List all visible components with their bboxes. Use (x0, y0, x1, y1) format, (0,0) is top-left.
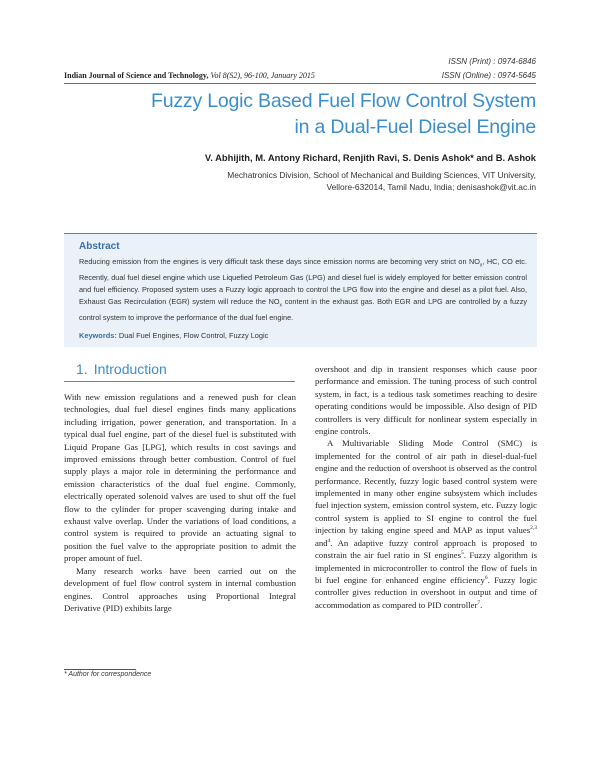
citation: 2,3 (530, 525, 537, 532)
author-list: V. Abhijith, M. Antony Richard, Renjith Ravi, S. Denis Ashok* and B. Ashok (204, 152, 536, 163)
paper-title-line-2: in a Dual-Fuel Diesel Engine (294, 116, 536, 138)
keywords-list: Dual Fuel Engines, Flow Control, Fuzzy Logic (116, 331, 269, 340)
journal-name: Indian Journal of Science and Technology, (64, 71, 209, 80)
keywords-label: Keywords: (79, 331, 117, 340)
paper-title-line-1: Fuzzy Logic Based Fuel Flow Control System (151, 90, 536, 112)
keywords (79, 331, 268, 340)
right-column (315, 363, 537, 611)
issn-print: ISSN (Print) : 0974-6846 (448, 57, 536, 66)
paragraph: Many research works have been carried out on the development of fuel flow control system in internal combustion engines. Control approaches using Proportional Integral Derivative (PID) exhibits large (64, 565, 296, 613)
abstract-heading: Abstract (79, 241, 120, 252)
citation: 5 (461, 550, 464, 557)
section-number: 1. (76, 361, 88, 377)
journal-citation (64, 71, 315, 80)
citation: 4 (327, 537, 331, 544)
left-column (64, 391, 296, 614)
paragraph: overshoot and dip in transient responses which cause poor performance and emission. The tuning process of such control system, in fact, is a tedious task sometimes reaching to desire operating conditions would be impossible. Also design of PID controllers is very difficult for nonlinear system especially in engine controls. (315, 364, 537, 437)
abstract-text: Reducing emission from the engines is very difficult task these days since emission norms are becoming very strict on $NO_x$, HC, CO etc. Recently, dual fuel diesel engine which use Liquefied Petroleum Gas (LPG) and diesel fuel is widely employed for better emission control and fuel efficiency. Proposed system uses a Fuzzy logic approach to control the LPG flow into the engine and diesel as a pilot fuel. Also, Exhaust Gas Recirculation (EGR) system will reduce the $NO_x$ content in the exhaust gas. Both EGR and LPG are controlled by a fuzzy control system to improve the performance of the dual fuel engine. (79, 257, 527, 323)
journal-volume: Vol 8(S2), 96-100, January 2015 (210, 71, 315, 80)
section-heading-introduction (76, 361, 167, 377)
footnote: * Author for correspondence (64, 671, 152, 678)
issn-online: ISSN (Online) : 0974-5645 (441, 71, 536, 80)
citation: 7 (477, 599, 481, 606)
paragraph: A Multivariable Sliding Mode Control (SMC) is implemented for the control of air path in diesel-dual-fuel engine and the reduction of overshoot is observed as the control performance. Recently, fuzzy logic based control system were implemented in many other engine subsystem which includes fuel injection system, emission control system, etc. Fuzzy logic control system is applied to SI engine to control the fuel injection by taking engine speed and MAP as input values$^{2,3}$ and$^4$. An adaptive fuzzy control approach is proposed to constrain the air fuel ratio in SI engines$^5$. Fuzzy algorithm is implemented in microcontroller to control the flow of fuels in bi fuel engine for enhanced engine efficiency$^6$. Fuzzy logic controller gives reduction in overshoot in output and time of accommodation as compared to PID controller$^7$. (315, 438, 537, 610)
section-title: Introduction (93, 361, 167, 377)
affiliation-line-2: Vellore-632014, Tamil Nadu, India; denisashok@vit.ac.in (326, 182, 536, 192)
header-divider (64, 83, 536, 84)
citation: 6 (484, 575, 488, 582)
paragraph: With new emission regulations and a renewed push for clean technologies, dual fuel diesel engines finds many applications including irrigation, power generation, and transportation. In a typical dual fuel engine, part of the diesel fuel is substituted with Liquid Propane Gas [LPG], which results in cost savings and improved emissions through better combustion. Control of fuel supply plays a major role in determining the performance and emission characteristics of the dual fuel engine. Commonly, electrically operated solenoid valves are used to shut off the fuel flow to the cylinder for proper scavenging during intake and exhaust valve overlap. Under the variations of load conditions, a control system is required to provide an actuating signal to position the fuel valve to the appropriate position to admit the proper amount of fuel. (64, 392, 296, 564)
section-divider (64, 381, 295, 382)
affiliation-line-1: Mechatronics Division, School of Mechanical and Building Sciences, VIT University, (227, 170, 536, 180)
footnote-divider (64, 669, 136, 670)
